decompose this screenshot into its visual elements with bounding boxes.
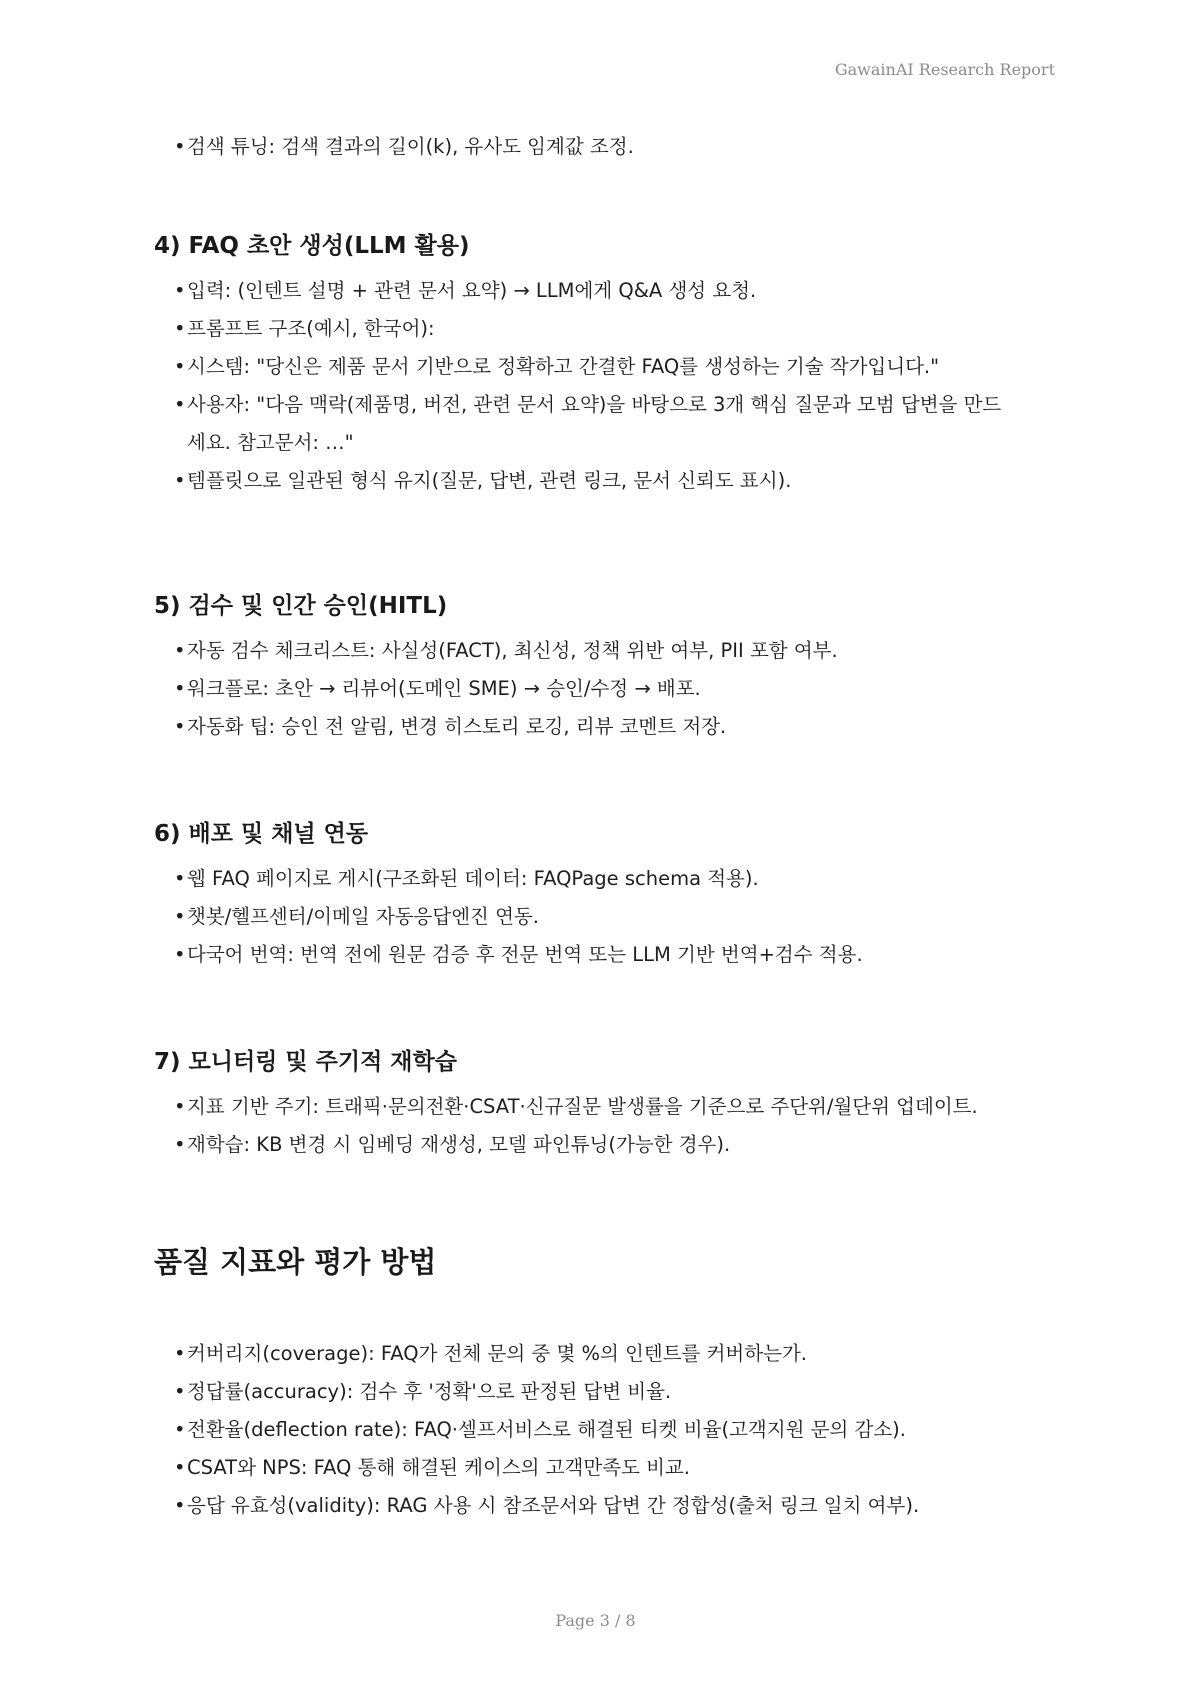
list-item: • 사용자: "다음 맥락(제품명, 버전, 관련 문서 요약)을 바탕으로 3개 핵심 질문과 모범 답변을 만드세요. 참고문서: …" [154,386,1004,462]
running-header: GawainAI Research Report [834,60,1055,79]
quality-list [154,1335,1054,1525]
list-item: • 챗봇/헬프센터/이메일 자동응답엔진 연동. [154,898,1054,936]
list-item: • 재학습: KB 변경 시 임베딩 재생성, 모델 파인튜닝(가능한 경우). [154,1126,1054,1164]
section-4-list [154,272,1004,500]
list-item: • 템플릿으로 일관된 형식 유지(질문, 답변, 관련 링크, 문서 신뢰도 표시). [154,462,1004,500]
section-heading-quality: 품질 지표와 평가 방법 [154,1245,437,1279]
list-item: • 입력: (인텐트 설명 + 관련 문서 요약) → LLM에게 Q&A 생성 요청. [154,272,1004,310]
page-number: Page 3 / 8 [555,1611,636,1630]
list-item: • CSAT와 NPS: FAQ 통해 해결된 케이스의 고객만족도 비교. [154,1449,1054,1487]
section-7-list [154,1088,1054,1164]
list-item: • 웹 FAQ 페이지로 게시(구조화된 데이터: FAQPage schema 적용). [154,860,1054,898]
list-item: • 다국어 번역: 번역 전에 원문 검증 후 전문 번역 또는 LLM 기반 번역+검수 적용. [154,936,1054,974]
list-item: • 정답률(accuracy): 검수 후 '정확'으로 판정된 답변 비율. [154,1373,1054,1411]
section-heading-6: 6) 배포 및 채널 연동 [154,821,369,847]
section-heading-4: 4) FAQ 초안 생성(LLM 활용) [154,233,470,259]
list-item: • 자동화 팁: 승인 전 알림, 변경 히스토리 로깅, 리뷰 코멘트 저장. [154,708,1054,746]
list-item: • 워크플로: 초안 → 리뷰어(도메인 SME) → 승인/수정 → 배포. [154,670,1054,708]
list-item: • 응답 유효성(validity): RAG 사용 시 참조문서와 답변 간 정합성(출처 링크 일치 여부). [154,1487,1054,1525]
list-item: • 자동 검수 체크리스트: 사실성(FACT), 최신성, 정책 위반 여부, PII 포함 여부. [154,632,1054,670]
list-item: • 시스템: "당신은 제품 문서 기반으로 정확하고 간결한 FAQ를 생성하는 기술 작가입니다." [154,348,1004,386]
list-item: • 프롬프트 구조(예시, 한국어): [154,310,1004,348]
list-item: • 전환율(deflection rate): FAQ·셀프서비스로 해결된 티켓 비율(고객지원 문의 감소). [154,1411,1054,1449]
list-item: • 커버리지(coverage): FAQ가 전체 문의 중 몇 %의 인텐트를 커버하는가. [154,1335,1054,1373]
list-item: • 지표 기반 주기: 트래픽·문의전환·CSAT·신규질문 발생률을 기준으로 주단위/월단위 업데이트. [154,1088,1054,1126]
section-6-list [154,860,1054,974]
intro-list [154,128,1054,166]
section-heading-7: 7) 모니터링 및 주기적 재학습 [154,1049,457,1075]
section-heading-5: 5) 검수 및 인간 승인(HITL) [154,593,448,619]
section-5-list [154,632,1054,746]
list-item: • 검색 튜닝: 검색 결과의 길이(k), 유사도 임계값 조정. [154,128,1054,166]
